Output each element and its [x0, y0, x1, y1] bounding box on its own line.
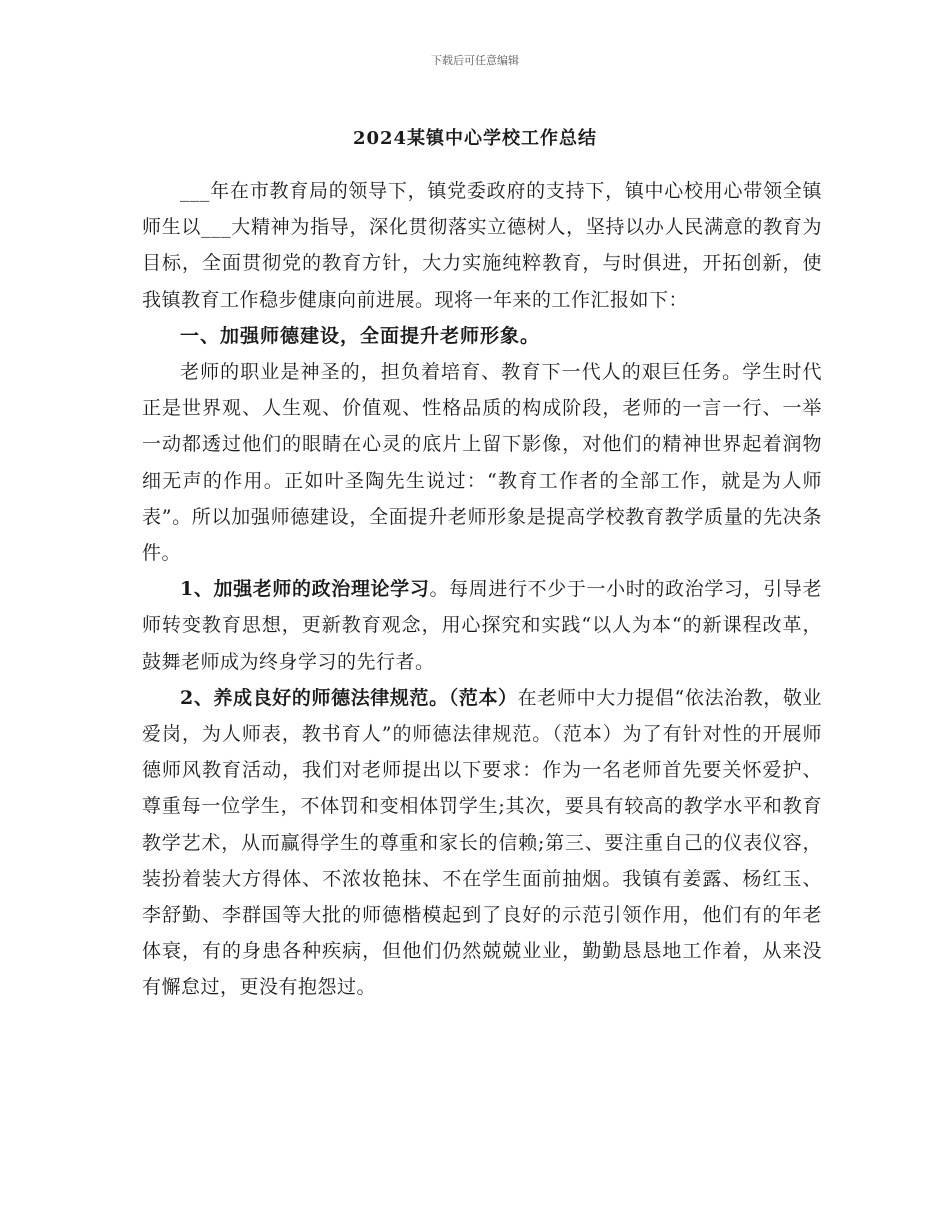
section-1-heading: 一、加强师德建设，全面提升老师形象。 [180, 324, 541, 347]
intro-paragraph: ___年在市教育局的领导下，镇党委政府的支持下，镇中心校用心带领全镇师生以___大精神为指导，深化贯彻落实立德树人，坚持以办人民满意的教育为目标，全面贯彻党的教育方针，大力实施纯粹教育，与时俱进，开拓创新，使我镇教育工作稳步健康向前进展。现将一年来的工作汇报如下： [142, 180, 822, 311]
item-2-text: 在老师中大力提倡“依法治教，敬业爱岗，为人师表，教书育人”的师德法律规范。（范本）为了有针对性的开展师德师风教育活动，我们对老师提出以下要求：作为一名老师首先要关怀爱护、尊重每一位学生，不体罚和变相体罚学生;其次，要具有较高的教学水平和教育教学艺术，从而赢得学生的尊重和家长的信赖;第三、要注重自己的仪表仪容，装扮着装大方得体、不浓妆艳抹、不在学生面前抽烟。我镇有姜露、杨红玉、李舒勤、李群国等大批的师德楷模起到了良好的示范引领作用，他们有的年老体衰，有的身患各种疾病，但他们仍然兢兢业业，勤勤恳恳地工作着，从来没有懈怠过，更没有抱怨过。 [142, 686, 822, 999]
document-body [142, 173, 822, 1006]
section-1-paragraph: 老师的职业是神圣的，担负着培育、教育下一代人的艰巨任务。学生时代正是世界观、人生观、价值观、性格品质的构成阶段，老师的一言一行、一举一动都透过他们的眼睛在心灵的底片上留下影像，对他们的精神世界起着润物细无声的作用。正如叶圣陶先生说过：“教育工作者的全部工作，就是为人师表”。所以加强师德建设，全面提升老师形象是提高学校教育教学质量的先决条件。 [142, 361, 822, 565]
document-title: 2024某镇中心学校工作总结 [352, 128, 598, 149]
item-1-paragraph [142, 571, 822, 680]
item-1-text: 。每周进行不少于一小时的政治学习，引导老师转变教育思想，更新教育观念，用心探究和实践“以人为本“的新课程改革，鼓舞老师成为终身学习的先行者。 [142, 578, 822, 673]
header-note: 下载后可任意编辑 [431, 54, 519, 67]
item-1-lead: 1、加强老师的政治理论学习 [180, 578, 430, 601]
item-2-lead: 2、养成良好的师德法律规范。（范本） [180, 686, 518, 709]
item-2-paragraph [142, 680, 822, 1006]
